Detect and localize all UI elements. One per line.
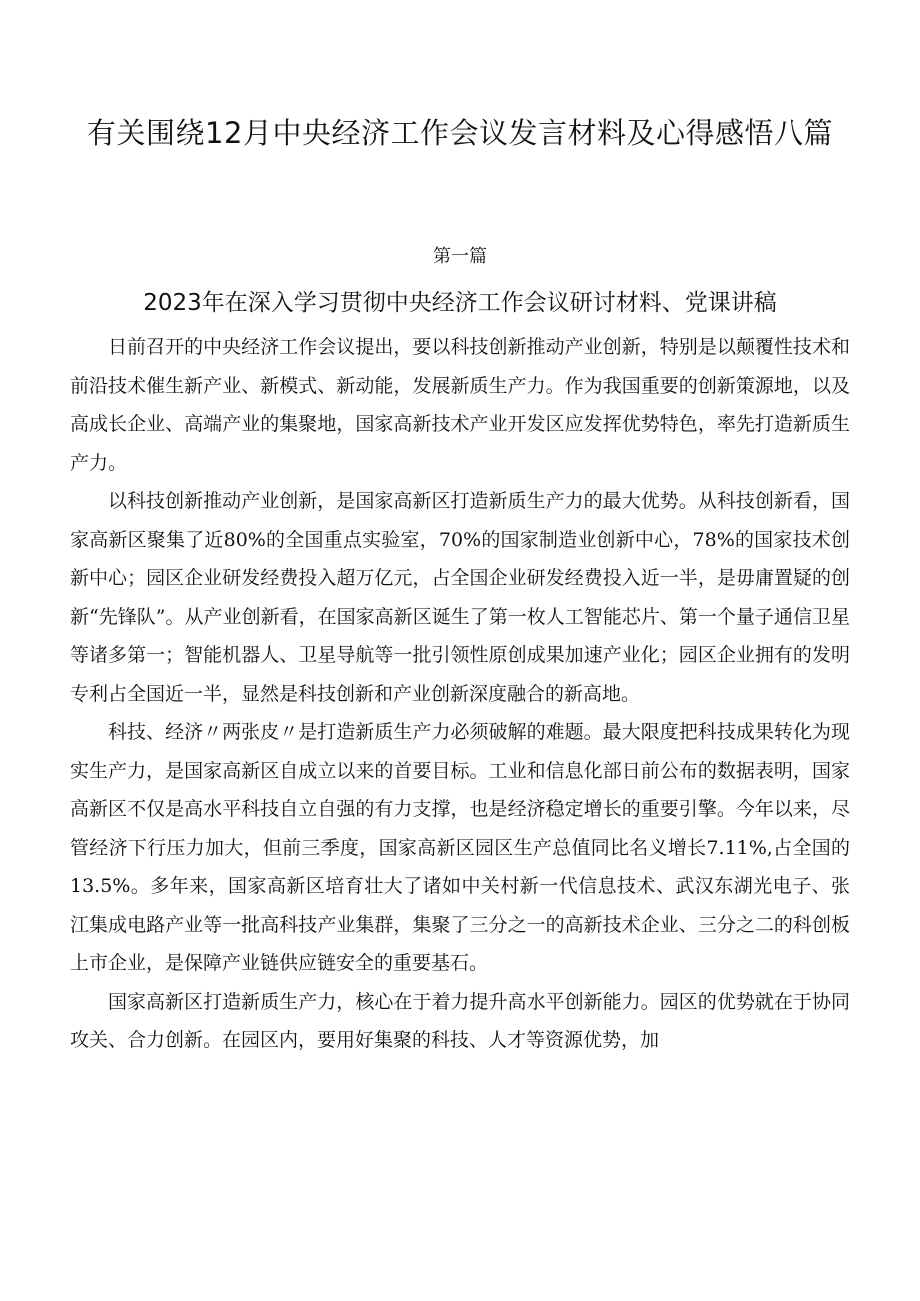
section-title: 2023年在深入学习贯彻中央经济工作会议研讨材料、党课讲稿 xyxy=(143,290,777,316)
body-text xyxy=(70,328,850,1060)
paragraph: 日前召开的中央经济工作会议提出，要以科技创新推动产业创新，特别是以颠覆性技术和前沿技术催生新产业、新模式、新动能，发展新质生产力。作为我国重要的创新策源地，以及高成长企业、高端产业的集聚地，国家高新技术产业开发区应发挥优势特色，率先打造新质生产力。 xyxy=(70,336,850,474)
paragraph: 科技、经济〃两张皮〃是打造新质生产力必须破解的难题。最大限度把科技成果转化为现实生产力，是国家高新区自成立以来的首要目标。工业和信息化部日前公布的数据表明，国家高新区不仅是高水平科技自立自强的有力支撑，也是经济稳定增长的重要引擎。今年以来，尽管经济下行压力加大，但前三季度，国家高新区园区生产总值同比名义增长7.11%,占全国的13.5%。多年来，国家高新区培育壮大了诸如中关村新一代信息技术、武汉东湖光电子、张江集成电路产业等一批高科技产业集群，集聚了三分之一的高新技术企业、三分之二的科创板上市企业，是保障产业链供应链安全的重要基石。 xyxy=(70,721,850,974)
paragraph: 以科技创新推动产业创新，是国家高新区打造新质生产力的最大优势。从科技创新看，国家高新区聚集了近80%的全国重点实验室，70%的国家制造业创新中心，78%的国家技术创新中心；园区企业研发经费投入超万亿元，占全国企业研发经费投入近一半，是毋庸置疑的创新“先锋队”。从产业创新看，在国家高新区诞生了第一枚人工智能芯片、第一个量子通信卫星等诸多第一；智能机器人、卫星导航等一批引领性原创成果加速产业化；园区企业拥有的发明专利占全国近一半，显然是科技创新和产业创新深度融合的新高地。 xyxy=(70,490,850,705)
document-title: 有关围绕12月中央经济工作会议发言材料及心得感悟八篇 xyxy=(87,116,833,150)
paragraph: 国家高新区打造新质生产力，核心在于着力提升高水平创新能力。园区的优势就在于协同攻关、合力创新。在园区内，要用好集聚的科技、人才等资源优势，加 xyxy=(70,990,850,1051)
section-label: 第一篇 xyxy=(433,246,487,267)
